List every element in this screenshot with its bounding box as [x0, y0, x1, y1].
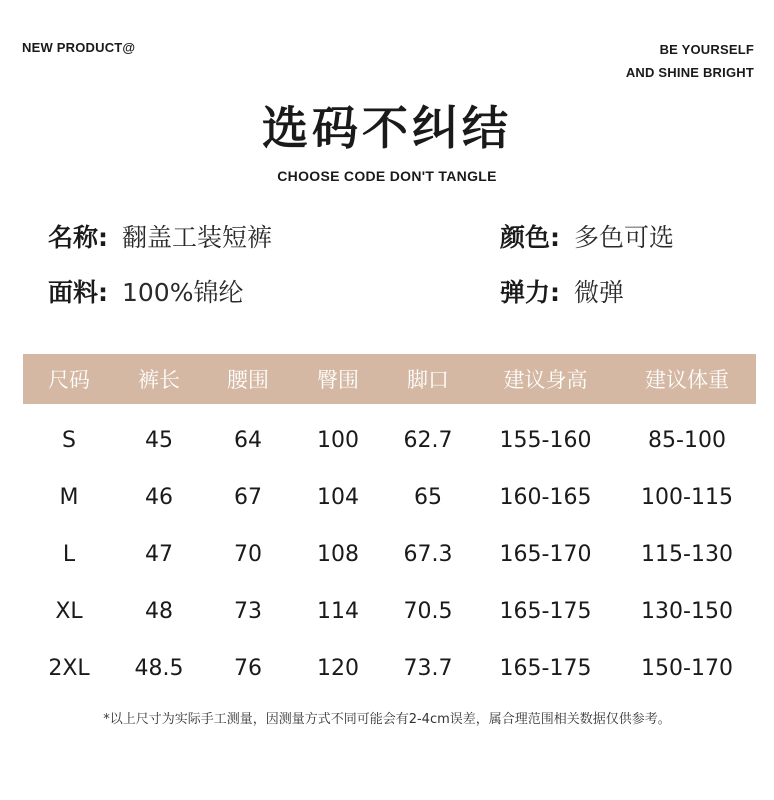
cell-waist: 64	[234, 428, 262, 453]
info-fabric-value: 100%锦纶	[122, 278, 244, 307]
size-chart-table	[23, 354, 756, 697]
info-color-key: 颜色:	[500, 223, 560, 252]
info-color-value: 多色可选	[574, 223, 675, 252]
cell-length: 47	[145, 542, 173, 567]
cell-waist: 67	[234, 485, 262, 510]
cell-height: 160-165	[499, 485, 592, 510]
header-size: 尺码	[23, 354, 115, 404]
table-header-row	[23, 354, 756, 404]
table-row	[23, 640, 756, 697]
measurement-footnote: *以上尺寸为实际手工测量，因测量方式不同可能会有2-4cm误差，属合理范围相关数据仅供参考。	[103, 712, 671, 727]
cell-waist: 70	[234, 542, 262, 567]
cell-weight: 130-150	[641, 599, 733, 624]
cell-weight: 150-170	[641, 656, 733, 681]
info-name-key: 名称:	[48, 223, 108, 252]
header-weight: 建议体重	[618, 354, 756, 404]
cell-length: 48	[145, 599, 173, 624]
slogan	[626, 38, 754, 84]
cell-length: 46	[145, 485, 173, 510]
slogan-line-1: BE YOURSELF	[659, 42, 754, 57]
cell-size: M	[59, 485, 79, 510]
cell-hem: 70.5	[403, 599, 453, 624]
cell-height: 155-160	[499, 428, 592, 453]
cell-length: 45	[145, 428, 173, 453]
table-row	[23, 526, 756, 583]
cell-size: 2XL	[48, 656, 90, 681]
info-elastic	[500, 276, 624, 310]
info-name	[48, 221, 272, 255]
slogan-line-2: AND SHINE BRIGHT	[625, 65, 754, 80]
info-elastic-value: 微弹	[574, 278, 625, 307]
header-hem: 脚口	[383, 354, 473, 404]
table-row	[23, 404, 756, 469]
cell-weight: 85-100	[648, 428, 726, 453]
cell-hip: 120	[317, 656, 359, 681]
cell-weight: 100-115	[641, 485, 733, 510]
cell-height: 165-170	[499, 542, 592, 567]
header-length: 裤长	[115, 354, 203, 404]
header-hip: 臀围	[293, 354, 383, 404]
cell-length: 48.5	[134, 656, 184, 681]
cell-waist: 76	[234, 656, 262, 681]
header-height: 建议身高	[473, 354, 618, 404]
cell-hip: 100	[317, 428, 359, 453]
cell-weight: 115-130	[641, 542, 733, 567]
info-name-value: 翻盖工装短裤	[122, 223, 273, 252]
cell-hip: 108	[317, 542, 359, 567]
cell-size: L	[62, 542, 76, 567]
table-row	[23, 583, 756, 640]
new-product-tag: NEW PRODUCT@	[22, 40, 136, 55]
cell-height: 165-175	[499, 599, 592, 624]
header-waist: 腰围	[203, 354, 293, 404]
cell-hem: 62.7	[403, 428, 453, 453]
cell-hip: 114	[317, 599, 359, 624]
cell-hem: 73.7	[403, 656, 453, 681]
info-fabric	[48, 276, 243, 310]
cell-waist: 73	[234, 599, 262, 624]
table-row	[23, 469, 756, 526]
cell-hip: 104	[317, 485, 359, 510]
info-color	[500, 221, 674, 255]
info-fabric-key: 面料:	[48, 278, 108, 307]
page-title: 选码不纠结	[262, 101, 512, 155]
cell-hem: 67.3	[403, 542, 453, 567]
cell-size: XL	[55, 599, 83, 624]
cell-height: 165-175	[499, 656, 592, 681]
cell-size: S	[62, 428, 76, 453]
page-subtitle: CHOOSE CODE DON'T TANGLE	[277, 168, 497, 184]
info-elastic-key: 弹力:	[500, 278, 560, 307]
cell-hem: 65	[414, 485, 442, 510]
